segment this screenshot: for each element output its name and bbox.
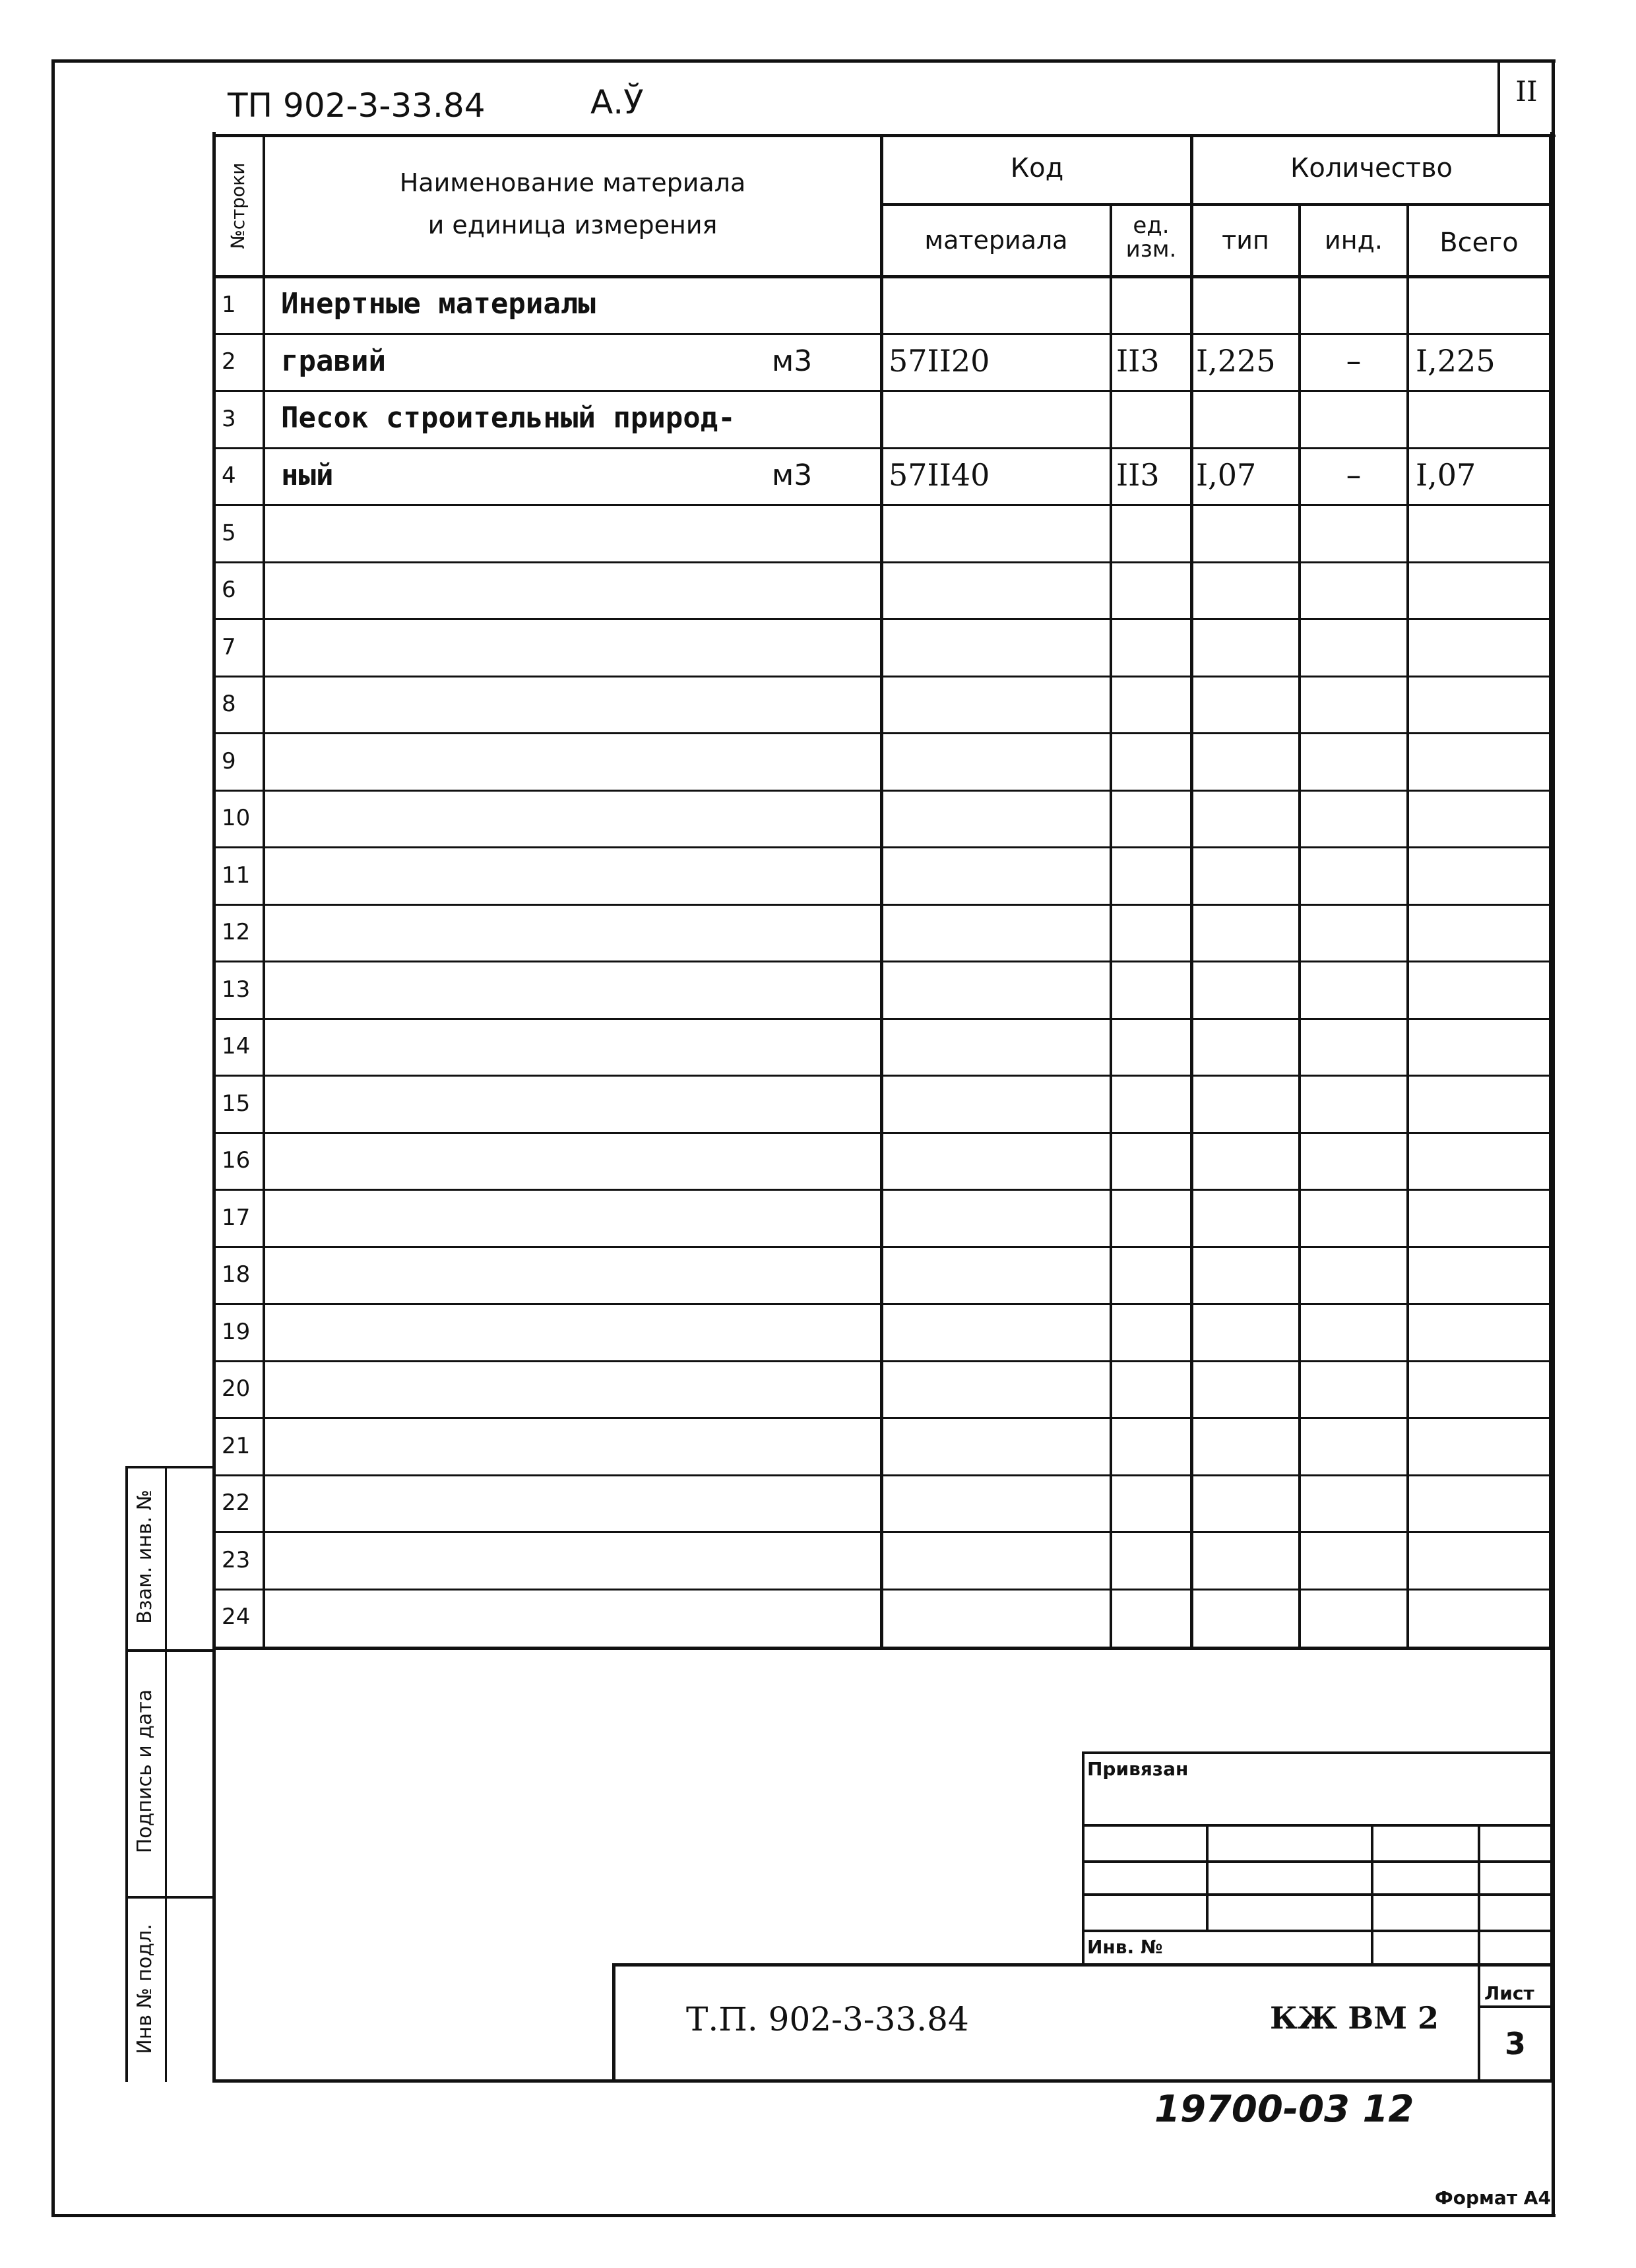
side-box-top [125, 1466, 214, 1468]
row-line [212, 1474, 1552, 1476]
stamp-list-number: 3 [1504, 2026, 1526, 2062]
row-qty-type: I,07 [1196, 457, 1257, 493]
stamp-box-left [1082, 1751, 1085, 1966]
row-number: 5 [222, 520, 236, 546]
row-unit-code: II3 [1116, 457, 1160, 493]
stamp-doc-code: Т.П. 902-3-33.84 [686, 2000, 969, 2038]
qty-type-header: тип [1222, 226, 1269, 255]
row-material-name: Инертные материалы [281, 287, 596, 321]
row-qty-total: I,07 [1416, 457, 1476, 493]
row-line [212, 390, 1552, 392]
stamp-sheet-code: КЖ ВМ 2 [1270, 2000, 1439, 2036]
row-line [212, 1360, 1552, 1362]
inner-frame-bottom [212, 2079, 1553, 2083]
col-line-name [263, 134, 265, 1649]
stamp-privyazan: Привязан [1087, 1758, 1189, 1780]
col-line-right [1549, 134, 1552, 1649]
row-unit-code: II3 [1116, 343, 1160, 379]
side-label-podpis: Подпись и дата [133, 1689, 156, 1854]
code-header: Код [1010, 153, 1064, 183]
row-number: 24 [222, 1604, 251, 1630]
row-line [212, 904, 1552, 906]
row-number: 20 [222, 1375, 251, 1402]
row-number: 12 [222, 919, 251, 945]
row-number: 2 [222, 348, 236, 375]
outer-frame-left [51, 59, 55, 2217]
stamp-col-line-2 [1371, 1824, 1373, 1966]
row-material-code: 57II40 [889, 457, 990, 493]
row-number: 9 [222, 748, 236, 774]
stamp-inv-no: Инв. № [1087, 1936, 1163, 1958]
col-line-code [880, 134, 883, 1649]
code-material-header: материала [924, 226, 1068, 255]
row-number: 22 [222, 1490, 251, 1516]
title-block-list-left [1478, 1963, 1480, 2082]
row-number: 1 [222, 292, 236, 318]
row-line [212, 1018, 1552, 1020]
row-qty-ind: – [1346, 343, 1362, 379]
stamp-col-line-3 [1478, 1824, 1480, 1966]
title-block-left [612, 1963, 615, 2082]
side-label-inv-podl: Инв № подл. [133, 1924, 156, 2054]
row-qty-ind: – [1346, 457, 1362, 493]
row-number: 14 [222, 1033, 251, 1059]
row-line [212, 732, 1552, 734]
row-line [212, 447, 1552, 449]
qty-header: Количество [1290, 153, 1453, 183]
row-material-name: гравий [281, 344, 386, 378]
row-number: 6 [222, 577, 236, 603]
row-number: 8 [222, 691, 236, 717]
row-line [212, 561, 1552, 563]
row-line [212, 504, 1552, 506]
row-material-code: 57II20 [889, 343, 990, 379]
row-material-name: ный [281, 458, 334, 492]
name-header-line2: и единица измерения [427, 210, 718, 239]
row-line [212, 1075, 1552, 1077]
row-line [212, 1417, 1552, 1419]
row-line [212, 846, 1552, 848]
col-line-ind [1406, 205, 1409, 1649]
row-num-header: №строки [227, 162, 249, 249]
header-bottom-line [212, 275, 1552, 278]
row-number: 15 [222, 1090, 251, 1117]
row-line [212, 961, 1552, 962]
col-line-qty [1190, 134, 1193, 1649]
row-line [212, 1246, 1552, 1248]
side-label-vzam: Взам. инв. № [133, 1490, 156, 1624]
side-box-left [125, 1466, 128, 2082]
row-material-unit: м3 [772, 344, 813, 378]
row-number: 19 [222, 1319, 251, 1345]
outer-frame-top [51, 59, 1556, 63]
row-line [212, 1589, 1552, 1591]
row-line [212, 676, 1552, 677]
page-number: II [1515, 75, 1538, 108]
row-number: 21 [222, 1433, 251, 1459]
qty-total-header: Всего [1439, 228, 1519, 258]
row-line [212, 1531, 1552, 1533]
row-number: 18 [222, 1261, 251, 1288]
title-block-top [612, 1963, 1552, 1967]
footer-format: Формат А4 [1435, 2187, 1551, 2209]
row-line [212, 790, 1552, 792]
col-line-type [1298, 205, 1301, 1649]
row-number: 11 [222, 862, 251, 889]
name-header-line1: Наименование материала [399, 168, 746, 197]
inner-frame-left [212, 132, 216, 2082]
title-block-list-split [1478, 2005, 1552, 2008]
table-bottom-line [212, 1647, 1552, 1650]
row-number: 10 [222, 805, 251, 831]
header-doc-code: ТП 902-3-33.84 [228, 86, 486, 125]
row-qty-type: I,225 [1196, 343, 1276, 379]
side-divider-1 [125, 1649, 214, 1652]
footer-handwritten: 19700-03 12 [1154, 2088, 1414, 2131]
stamp-col-line-1 [1206, 1824, 1209, 1930]
row-number: 16 [222, 1147, 251, 1174]
row-number: 7 [222, 634, 236, 660]
row-line [212, 333, 1552, 335]
stamp-list-label: Лист [1484, 1982, 1534, 2004]
row-number: 17 [222, 1205, 251, 1231]
row-number: 23 [222, 1547, 251, 1573]
page-number-box-left [1497, 59, 1500, 137]
stamp-box-top [1082, 1751, 1550, 1754]
row-line [212, 1132, 1552, 1134]
row-material-name: Песок строительный природ- [281, 401, 736, 435]
row-line [212, 1303, 1552, 1305]
side-label-col-line [165, 1466, 167, 2082]
row-line [212, 618, 1552, 620]
header-album: А.Ў [590, 83, 644, 121]
row-qty-total: I,225 [1416, 343, 1495, 379]
header-split-line [881, 203, 1550, 206]
row-number: 3 [222, 406, 236, 432]
outer-frame-bottom [51, 2214, 1556, 2217]
row-number: 13 [222, 976, 251, 1003]
col-line-unit [1110, 205, 1112, 1649]
side-divider-2 [125, 1896, 214, 1899]
qty-ind-header: инд. [1325, 226, 1383, 255]
row-number: 4 [222, 462, 236, 489]
row-line [212, 1189, 1552, 1191]
code-unit-header: ед. изм. [1125, 212, 1177, 263]
row-material-unit: м3 [772, 458, 813, 492]
